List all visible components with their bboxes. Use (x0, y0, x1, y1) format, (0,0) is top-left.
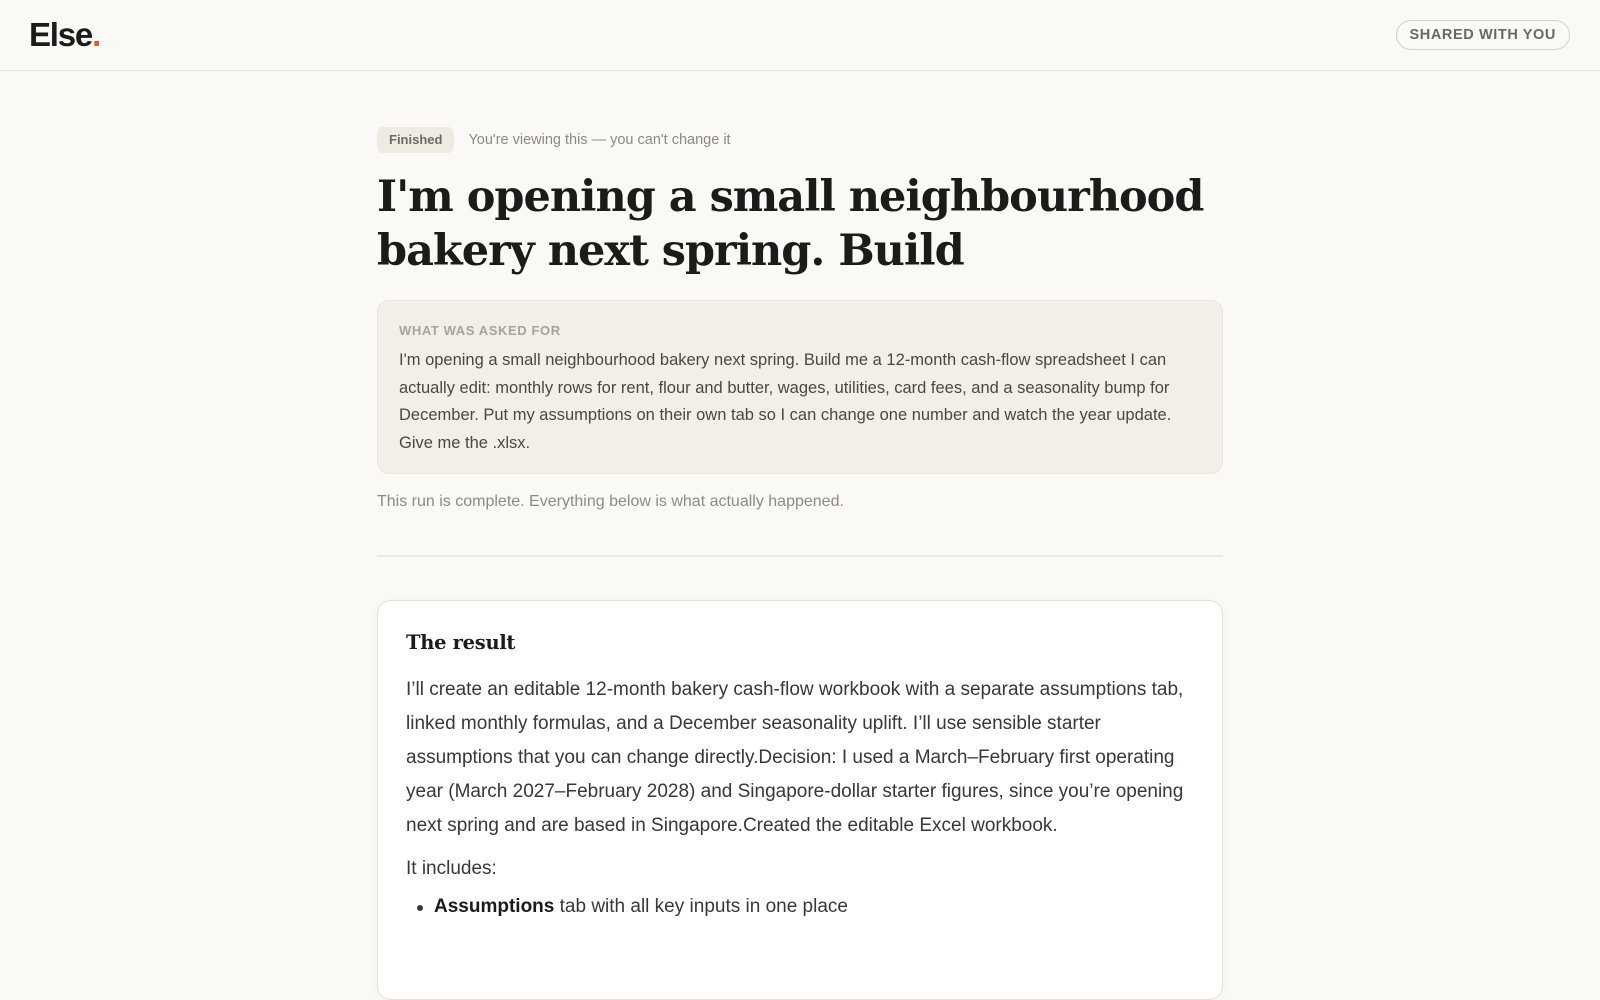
status-badge: Finished (377, 127, 454, 153)
request-label: WHAT WAS ASKED FOR (399, 323, 561, 338)
request-box (377, 300, 1223, 474)
logo-text: Else (29, 16, 93, 53)
app-logo[interactable] (29, 16, 100, 54)
shared-with-you-badge: SHARED WITH YOU (1396, 20, 1571, 50)
result-card (377, 600, 1223, 1000)
list-item-text: tab with all key inputs in one place (554, 896, 848, 917)
read-only-note: You're viewing this — you can't change it (468, 132, 731, 148)
list-item-strong: Assumptions (434, 896, 555, 917)
logo-dot: . (92, 16, 101, 53)
includes-label: It includes: (406, 858, 497, 879)
status-row (377, 127, 731, 153)
bullet-icon (417, 905, 423, 911)
request-text: I'm opening a small neighbourhood bakery next spring. Build me a 12-month cash-flow spreadsheet I can actually edit: monthly rows for rent, flour and butter, wages, utilities, card fees, and a seasonality bump for December. Put my assumptions on their own tab so I can change one number and watch the year update. Give me the .xlsx. (399, 351, 1172, 452)
result-body: I’ll create an editable 12-month bakery cash-flow workbook with a separate assumptions tab, linked monthly formulas, and a December seasonality uplift. I’ll use sensible starter assumptions that you can change directly.Decision: I used a March–February first operating year (March 2027–February 2028) and Singapore-dollar starter figures, since you’re opening next spring and are based in Singapore.Created the editable Excel workbook. (406, 679, 1184, 836)
includes-list (406, 893, 1194, 921)
run-complete-note: This run is complete. Everything below is what actually happened. (377, 493, 844, 510)
result-heading: The result (406, 631, 516, 654)
page-title: I'm opening a small neighbourhood bakery next spring. Build (377, 172, 1204, 276)
section-divider (377, 555, 1223, 557)
top-bar (0, 0, 1600, 71)
list-item (406, 893, 1194, 921)
